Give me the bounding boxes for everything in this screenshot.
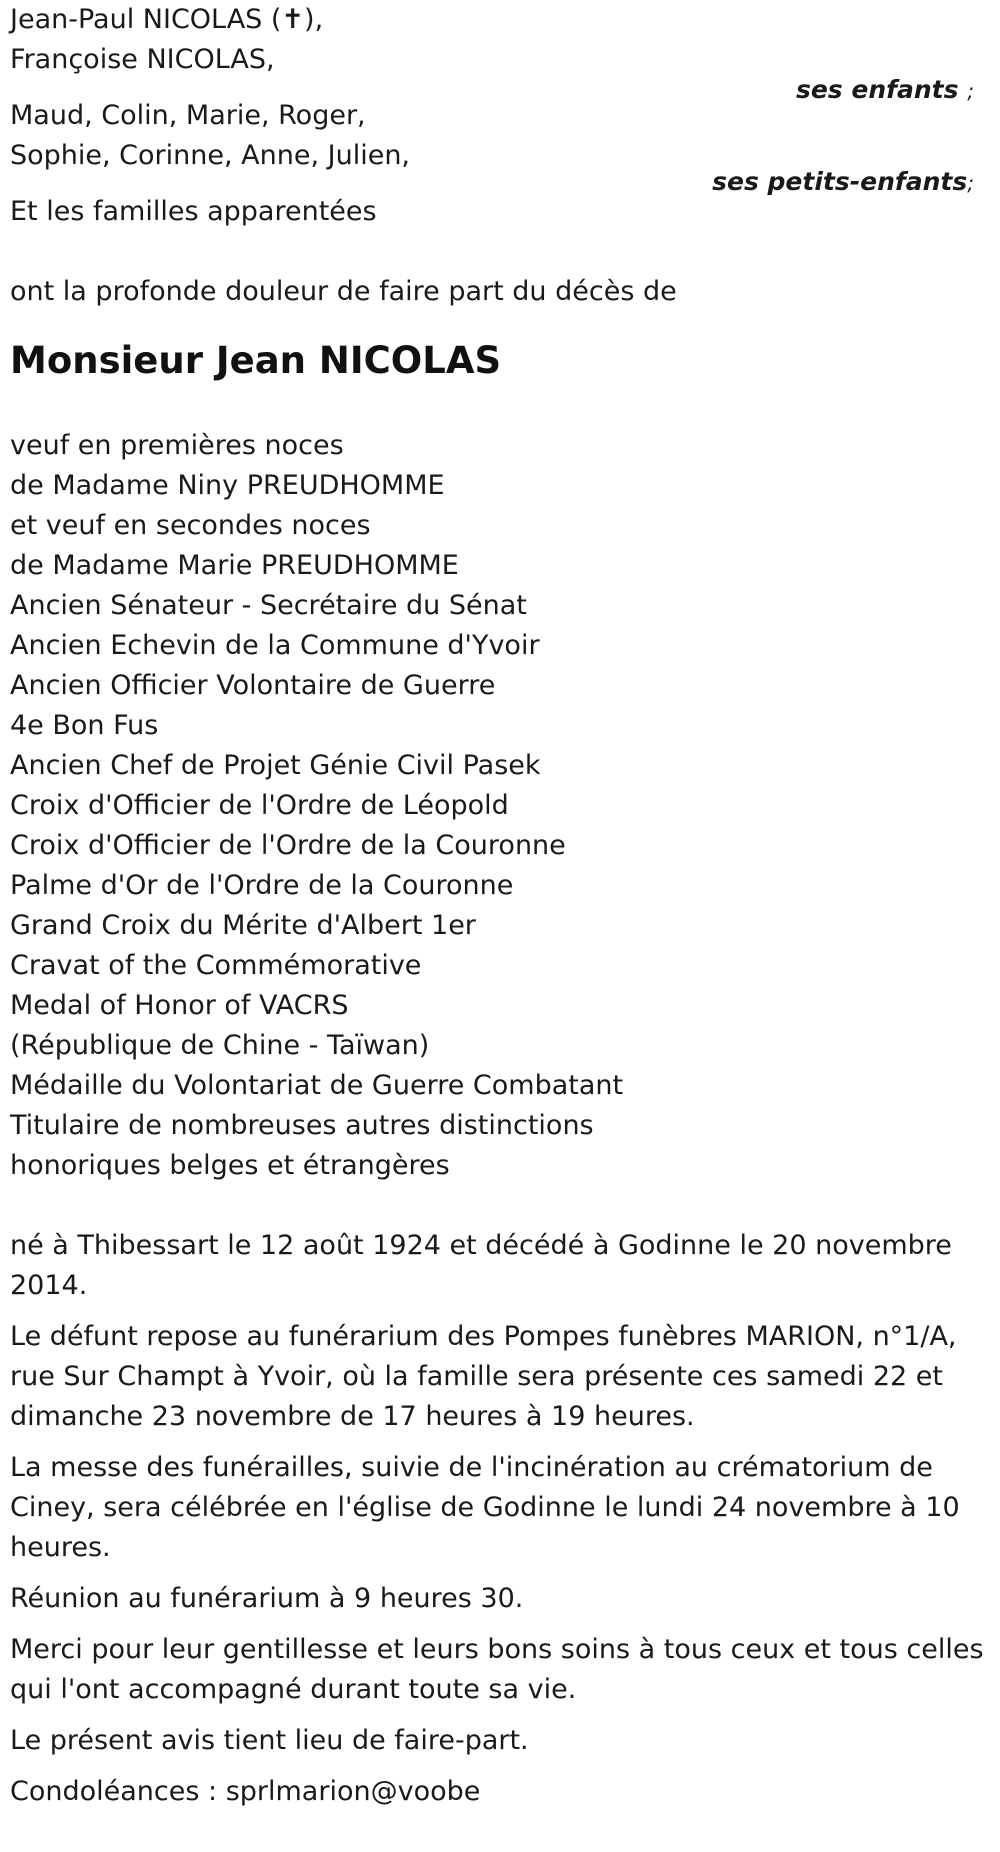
children-block: [10, 0, 990, 104]
grandchildren-block: [10, 96, 990, 196]
thanks-paragraph: [10, 1630, 990, 1710]
title-line: Ancien Chef de Projet Génie Civil Pasek: [10, 750, 541, 781]
title-line: Titulaire de nombreuses autres distinctions: [10, 1110, 594, 1141]
paragraph-line: Le défunt repose au funérarium des Pompes funèbres MARION, n°1/A,: [10, 1321, 957, 1352]
title-line: Palme d'Or de l'Ordre de la Couronne: [10, 870, 514, 901]
paragraph-line: 2014.: [10, 1270, 88, 1301]
child-line: Françoise NICOLAS,: [10, 44, 275, 75]
title-line: Grand Croix du Mérite d'Albert 1er: [10, 910, 476, 941]
grandchildren-relation-label: [712, 162, 974, 203]
mass-paragraph: [10, 1448, 990, 1568]
title-line: honoriques belges et étrangères: [10, 1150, 450, 1181]
title-line: Médaille du Volontariat de Guerre Combatant: [10, 1070, 624, 1101]
titles-list: [10, 426, 990, 1186]
paragraph-line: Ciney, sera célébrée en l'église de Godinne le lundi 24 novembre à 10: [10, 1492, 960, 1523]
title-line: de Madame Marie PREUDHOMME: [10, 550, 459, 581]
notice-paragraph: [10, 1721, 990, 1761]
obituary-content: [10, 0, 990, 1823]
children-label-punct: ;: [967, 79, 974, 103]
paragraph-line: Merci pour leur gentillesse et leurs bons soins à tous ceux et tous celles: [10, 1634, 984, 1665]
meeting-paragraph: [10, 1579, 990, 1619]
title-line: (République de Chine - Taïwan): [10, 1030, 430, 1061]
title-line: Medal of Honor of VACRS: [10, 990, 349, 1021]
grandchildren-label-punct: ;: [967, 171, 974, 195]
children-label-text: ses enfants: [795, 75, 959, 104]
paragraph-line: rue Sur Champt à Yvoir, où la famille sera présente ces samedi 22 et: [10, 1361, 943, 1392]
title-line: Croix d'Officier de l'Ordre de la Couronne: [10, 830, 566, 861]
deceased-name: Monsieur Jean NICOLAS: [10, 339, 502, 382]
paragraph-line: La messe des funérailles, suivie de l'incinération au crématorium de: [10, 1452, 933, 1483]
title-line: Cravat of the Commémorative: [10, 950, 422, 981]
grandchild-line: Sophie, Corinne, Anne, Julien,: [10, 140, 411, 171]
title-line: de Madame Niny PREUDHOMME: [10, 470, 445, 501]
title-line: 4e Bon Fus: [10, 710, 159, 741]
title-line: veuf en premières noces: [10, 430, 344, 461]
funerarium-paragraph: [10, 1317, 990, 1437]
paragraph-line: qui l'ont accompagné durant toute sa vie.: [10, 1674, 577, 1705]
grandchild-line: Maud, Colin, Marie, Roger,: [10, 100, 366, 131]
grandchildren-label-text: ses petits-enfants: [712, 167, 968, 196]
title-line: Ancien Echevin de la Commune d'Yvoir: [10, 630, 540, 661]
paragraph-line: né à Thibessart le 12 août 1924 et décédé à Godinne le 20 novembre: [10, 1230, 952, 1261]
condolences-line: Condoléances : sprlmarion@voobe: [10, 1776, 481, 1807]
paragraph-line: dimanche 23 novembre de 17 heures à 19 heures.: [10, 1401, 695, 1432]
announcement-line: ont la profonde douleur de faire part du décès de: [10, 276, 677, 307]
title-line: Croix d'Officier de l'Ordre de Léopold: [10, 790, 509, 821]
paragraph-line: heures.: [10, 1532, 111, 1563]
title-line: Ancien Officier Volontaire de Guerre: [10, 670, 496, 701]
title-line: et veuf en secondes noces: [10, 510, 371, 541]
child-line: Jean-Paul NICOLAS (✝),: [10, 4, 324, 35]
relatives-line: Et les familles apparentées: [10, 196, 377, 227]
title-line: Ancien Sénateur - Secrétaire du Sénat: [10, 590, 527, 621]
birth-death-paragraph: [10, 1226, 990, 1306]
paragraph-line: Réunion au funérarium à 9 heures 30.: [10, 1583, 524, 1614]
paragraph-line: Le présent avis tient lieu de faire-part.: [10, 1725, 529, 1756]
condolences-paragraph: [10, 1772, 990, 1812]
